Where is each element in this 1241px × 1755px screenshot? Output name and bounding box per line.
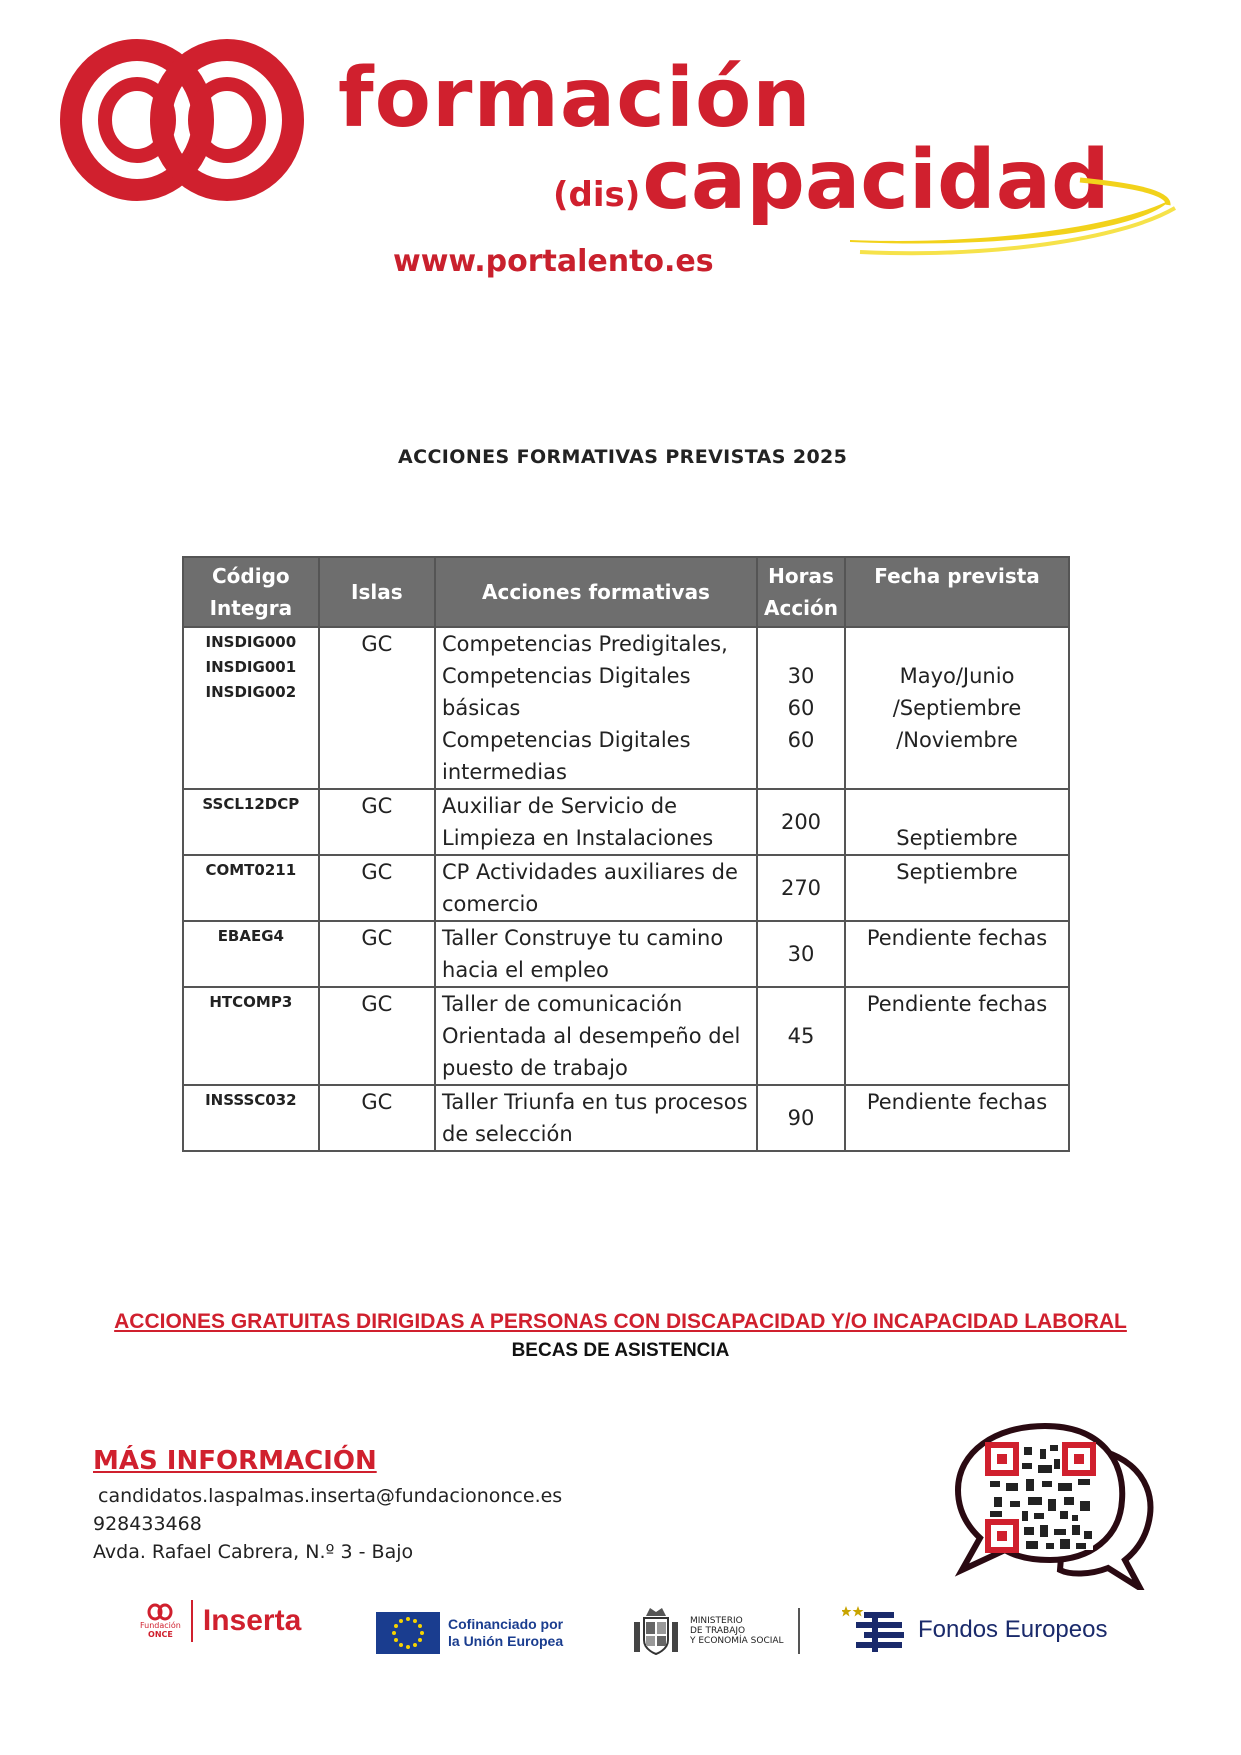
table-row <box>183 789 1069 855</box>
brand-dis-prefix: (dis) <box>553 175 641 215</box>
cell-hours: 200 <box>757 789 845 855</box>
eu-flag-icon <box>376 1612 440 1654</box>
fundacion-once-mark: Fundación ONCE <box>140 1603 181 1639</box>
cell-date: Pendiente fechas <box>845 1085 1069 1151</box>
cell-action: Auxiliar de Servicio de Limpieza en Instalaciones <box>435 789 757 855</box>
free-actions-banner: ACCIONES GRATUITAS DIRIGIDAS A PERSONAS CON DISCAPACIDAD Y/O INCAPACIDAD LABORAL <box>114 1310 1127 1333</box>
cell-isla: GC <box>319 789 435 855</box>
divider <box>798 1608 800 1654</box>
table-header-row <box>183 557 1069 627</box>
contact-phone[interactable]: 928433468 <box>93 1513 202 1535</box>
brand-formacion: formación <box>338 51 812 146</box>
cell-isla: GC <box>319 987 435 1085</box>
cell-code: EBAEG4 <box>183 921 319 987</box>
courses-table <box>182 556 1070 1152</box>
once-rings-icon <box>147 1603 173 1621</box>
cell-hours: 30 60 60 <box>757 627 845 789</box>
cell-isla: GC <box>319 921 435 987</box>
cell-action: Competencias Predigitales, Competencias Digitales básicas Competencias Digitales intermedias <box>435 627 757 789</box>
cell-hours: 30 <box>757 921 845 987</box>
header-fecha: Fecha prevista <box>845 557 1069 627</box>
contact-email[interactable]: candidatos.laspalmas.inserta@fundaciononce.es <box>98 1485 563 1507</box>
becas-label: BECAS DE ASISTENCIA <box>511 1340 730 1361</box>
divider <box>191 1600 193 1642</box>
inserta-logo-text: Inserta <box>202 1604 302 1637</box>
fondos-europeos-logo <box>842 1604 1107 1656</box>
cell-action: Taller Triunfa en tus procesos de selección <box>435 1085 757 1151</box>
cell-date: Pendiente fechas <box>845 987 1069 1085</box>
cell-code: COMT0211 <box>183 855 319 921</box>
cell-date: Pendiente fechas <box>845 921 1069 987</box>
formacion-rings-logo <box>55 30 310 210</box>
more-info-title: MÁS INFORMACIÓN <box>93 1446 377 1476</box>
fondos-europeos-icon <box>842 1604 910 1656</box>
cell-isla: GC <box>319 855 435 921</box>
website-link[interactable]: www.portalento.es <box>393 244 714 279</box>
cell-code: HTCOMP3 <box>183 987 319 1085</box>
table-row <box>183 987 1069 1085</box>
table-row <box>183 921 1069 987</box>
cell-date: Septiembre <box>845 789 1069 855</box>
table-row <box>183 627 1069 789</box>
cell-hours: 45 <box>757 987 845 1085</box>
cell-isla: GC <box>319 627 435 789</box>
fondos-europeos-text: Fondos Europeos <box>918 1616 1108 1643</box>
contact-address: Avda. Rafael Cabrera, N.º 3 - Bajo <box>93 1541 414 1563</box>
cell-action: CP Actividades auxiliares de comercio <box>435 855 757 921</box>
spain-coat-of-arms-icon <box>630 1604 682 1658</box>
cell-action: Taller Construye tu camino hacia el empleo <box>435 921 757 987</box>
cell-date: Septiembre <box>845 855 1069 921</box>
ministerio-trabajo-logo: MINISTERIO DE TRABAJO Y ECONOMÍA SOCIAL <box>630 1604 800 1658</box>
yellow-swoosh-icon <box>850 170 1180 265</box>
cell-code: INSDIG000 INSDIG001 INSDIG002 <box>183 627 319 789</box>
table-row <box>183 855 1069 921</box>
header-acciones: Acciones formativas <box>435 557 757 627</box>
section-title: ACCIONES FORMATIVAS PREVISTAS 2025 <box>398 446 848 468</box>
cell-date: Mayo/Junio /Septiembre /Noviembre <box>845 627 1069 789</box>
fundacion-once-inserta-logo <box>140 1600 301 1642</box>
cell-hours: 90 <box>757 1085 845 1151</box>
cell-hours: 270 <box>757 855 845 921</box>
brand-capacidad: capacidad <box>642 133 1110 228</box>
header-codigo: Código Integra <box>183 557 319 627</box>
header-horas: Horas Acción <box>757 557 845 627</box>
cell-isla: GC <box>319 1085 435 1151</box>
cell-code: SSCL12DCP <box>183 789 319 855</box>
cell-code: INSSSC032 <box>183 1085 319 1151</box>
qr-code-icon[interactable] <box>950 1420 1160 1590</box>
eu-cofinanced-logo: Cofinanciado por la Unión Europea <box>376 1612 563 1654</box>
table-row <box>183 1085 1069 1151</box>
header-islas: Islas <box>319 557 435 627</box>
cell-action: Taller de comunicación Orientada al desempeño del puesto de trabajo <box>435 987 757 1085</box>
